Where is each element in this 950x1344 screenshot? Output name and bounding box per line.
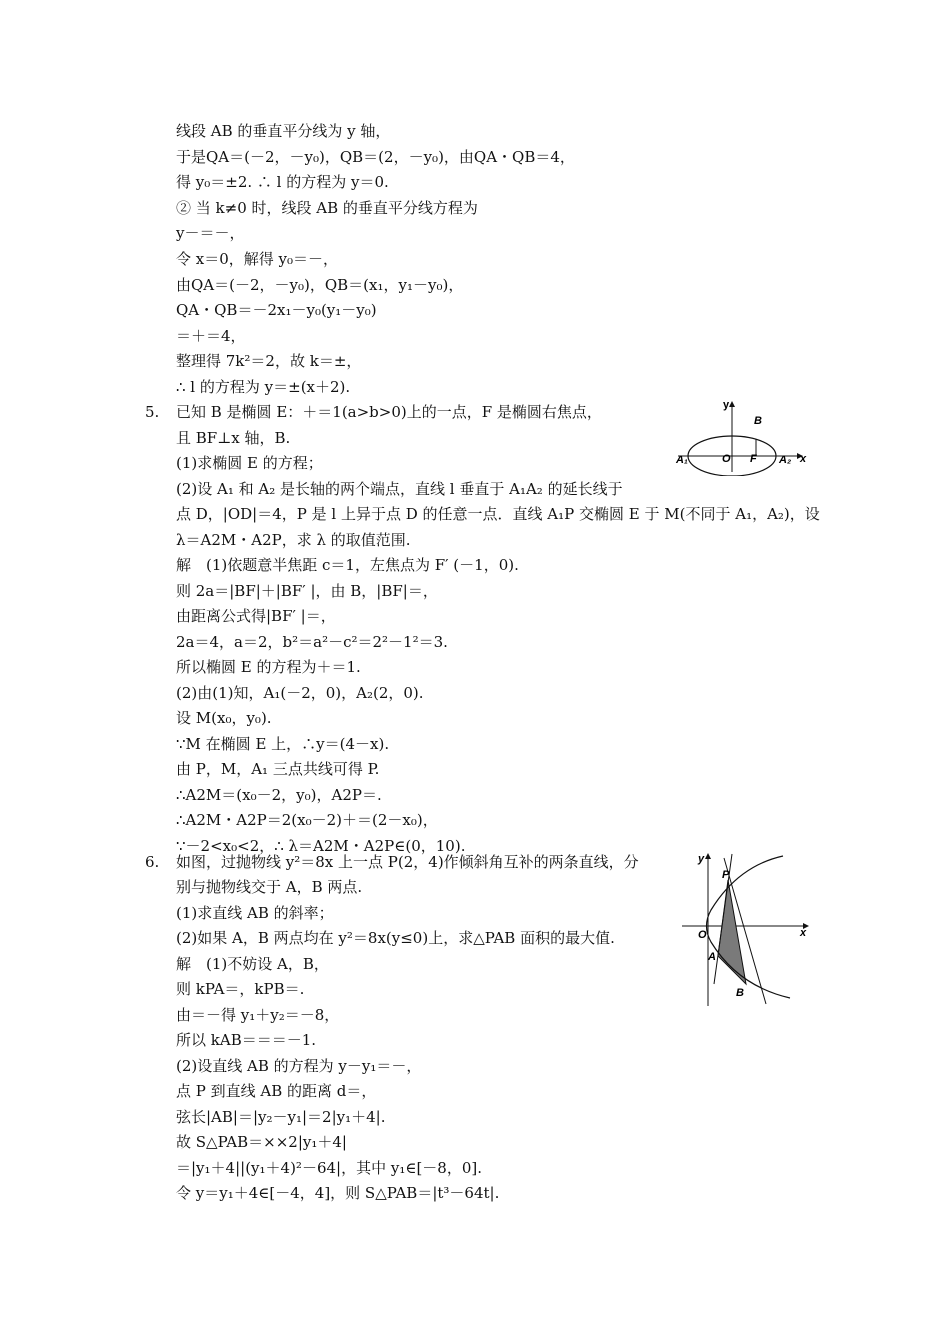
label-o: O (722, 453, 731, 465)
label-p: P (722, 869, 730, 881)
label-b: B (736, 987, 744, 999)
text-line: 所以椭圆 E 的方程为＋＝1. (176, 658, 361, 676)
text-line: 设 M(x₀，y₀). (176, 709, 272, 727)
text-line: 由 P，M，A₁ 三点共线可得 P. (176, 760, 380, 778)
label-a1: A₁ (676, 454, 688, 466)
text-line: 解 (1)不妨设 A，B， (176, 955, 329, 973)
text-line: 所以 kAB＝＝＝－1. (176, 1031, 317, 1049)
text-line: 线段 AB 的垂直平分线为 y 轴， (176, 122, 391, 140)
text-line: (1)求直线 AB 的斜率； (176, 904, 334, 922)
text-line: 则 2a＝|BF|＋|BF′ |，由 B，|BF|＝， (176, 582, 438, 600)
text-line: QA・QB＝－2x₁－y₀(y₁－y₀) (176, 301, 377, 319)
text-line: ∵－2<x₀<2，∴ λ＝A2M・A2P∈(0，10). (176, 837, 466, 855)
label-y: y (698, 853, 705, 865)
text-line: ＝＋＝4， (176, 327, 246, 345)
text-line: 解 (1)依题意半焦距 c＝1，左焦点为 F′ (－1，0). (176, 556, 519, 574)
text-line: (2)设 A₁ 和 A₂ 是长轴的两个端点，直线 l 垂直于 A₁A₂ 的延长线于 (176, 480, 623, 498)
text-line: (1)求椭圆 E 的方程； (176, 454, 323, 472)
text-line: 2a＝4，a＝2，b²＝a²－c²＝2²－1²＝3. (176, 633, 448, 651)
text-line: ＝|y₁＋4||(y₁＋4)²－64|，其中 y₁∈[－8，0]. (176, 1159, 482, 1177)
ellipse-figure (672, 396, 812, 476)
text-line: 由QA＝(－2，－y₀)，QB＝(x₁，y₁－y₀)， (176, 276, 464, 294)
text-line: 故 S△PAB＝××2|y₁＋4| (176, 1133, 347, 1151)
label-a: A (708, 951, 716, 963)
problem-number: 6. (145, 853, 160, 871)
text-line: ② 当 k≠0 时，线段 AB 的垂直平分线方程为 (176, 199, 478, 217)
text-line: 已知 B 是椭圆 E：＋＝1(a>b>0)上的一点，F 是椭圆右焦点， (176, 403, 602, 421)
text-line: 令 y＝y₁＋4∈[－4，4]，则 S△PAB＝|t³－64t|. (176, 1184, 500, 1202)
label-y: y (723, 399, 730, 411)
text-line: 点 P 到直线 AB 的距离 d＝， (176, 1082, 377, 1100)
text-line: (2)如果 A，B 两点均在 y²＝8x(y≤0)上，求△PAB 面积的最大值. (176, 929, 615, 947)
text-line: 点 D，|OD|＝4，P 是 l 上异于点 D 的任意一点．直线 A₁P 交椭圆 E 于 M(不同于 A₁，A₂)，设 (176, 505, 820, 523)
text-line: λ＝A2M・A2P，求 λ 的取值范围. (176, 531, 411, 549)
text-line: (2)设直线 AB 的方程为 y－y₁＝－， (176, 1057, 422, 1075)
label-f: F (750, 453, 757, 465)
label-a2: A₂ (779, 454, 792, 466)
text-line: 令 x＝0，解得 y₀＝－， (176, 250, 339, 268)
text-line: 别与抛物线交于 A，B 两点. (176, 878, 363, 896)
label-b: B (754, 415, 762, 427)
text-line: 且 BF⊥x 轴，B. (176, 429, 291, 447)
text-line: ∴A2M・A2P＝2(x₀－2)＋＝(2－x₀)， (176, 811, 438, 829)
text-line: (2)由(1)知，A₁(－2，0)，A₂(2，0). (176, 684, 424, 702)
label-x: x (800, 927, 807, 939)
text-line: 弦长|AB|＝|y₂－y₁|＝2|y₁＋4|. (176, 1108, 386, 1126)
text-line: 则 kPA＝，kPB＝. (176, 980, 305, 998)
text-line: y－＝－， (176, 224, 245, 242)
text-line: ∵M 在椭圆 E 上，∴y＝(4－x). (176, 735, 390, 753)
text-line: 由＝－得 y₁＋y₂＝－8， (176, 1006, 340, 1024)
text-line: ∴ l 的方程为 y＝±(x＋2). (176, 378, 351, 396)
label-o: O (698, 929, 707, 941)
text-line: ∴A2M＝(x₀－2，y₀)，A2P＝. (176, 786, 382, 804)
text-line: 由距离公式得|BF′ |＝， (176, 607, 336, 625)
problem-number: 5. (145, 403, 160, 421)
parabola-figure (678, 848, 818, 1008)
text-line: 得 y₀＝±2. ∴ l 的方程为 y＝0. (176, 173, 389, 191)
label-x: x (800, 453, 807, 465)
parabola-curve (707, 856, 791, 998)
text-line: 于是QA＝(－2，－y₀)，QB＝(2，－y₀)，由QA・QB＝4， (176, 148, 575, 166)
text-line: 如图，过抛物线 y²＝8x 上一点 P(2，4)作倾斜角互补的两条直线，分 (176, 853, 639, 871)
text-line: 整理得 7k²＝2，故 k＝±， (176, 352, 362, 370)
